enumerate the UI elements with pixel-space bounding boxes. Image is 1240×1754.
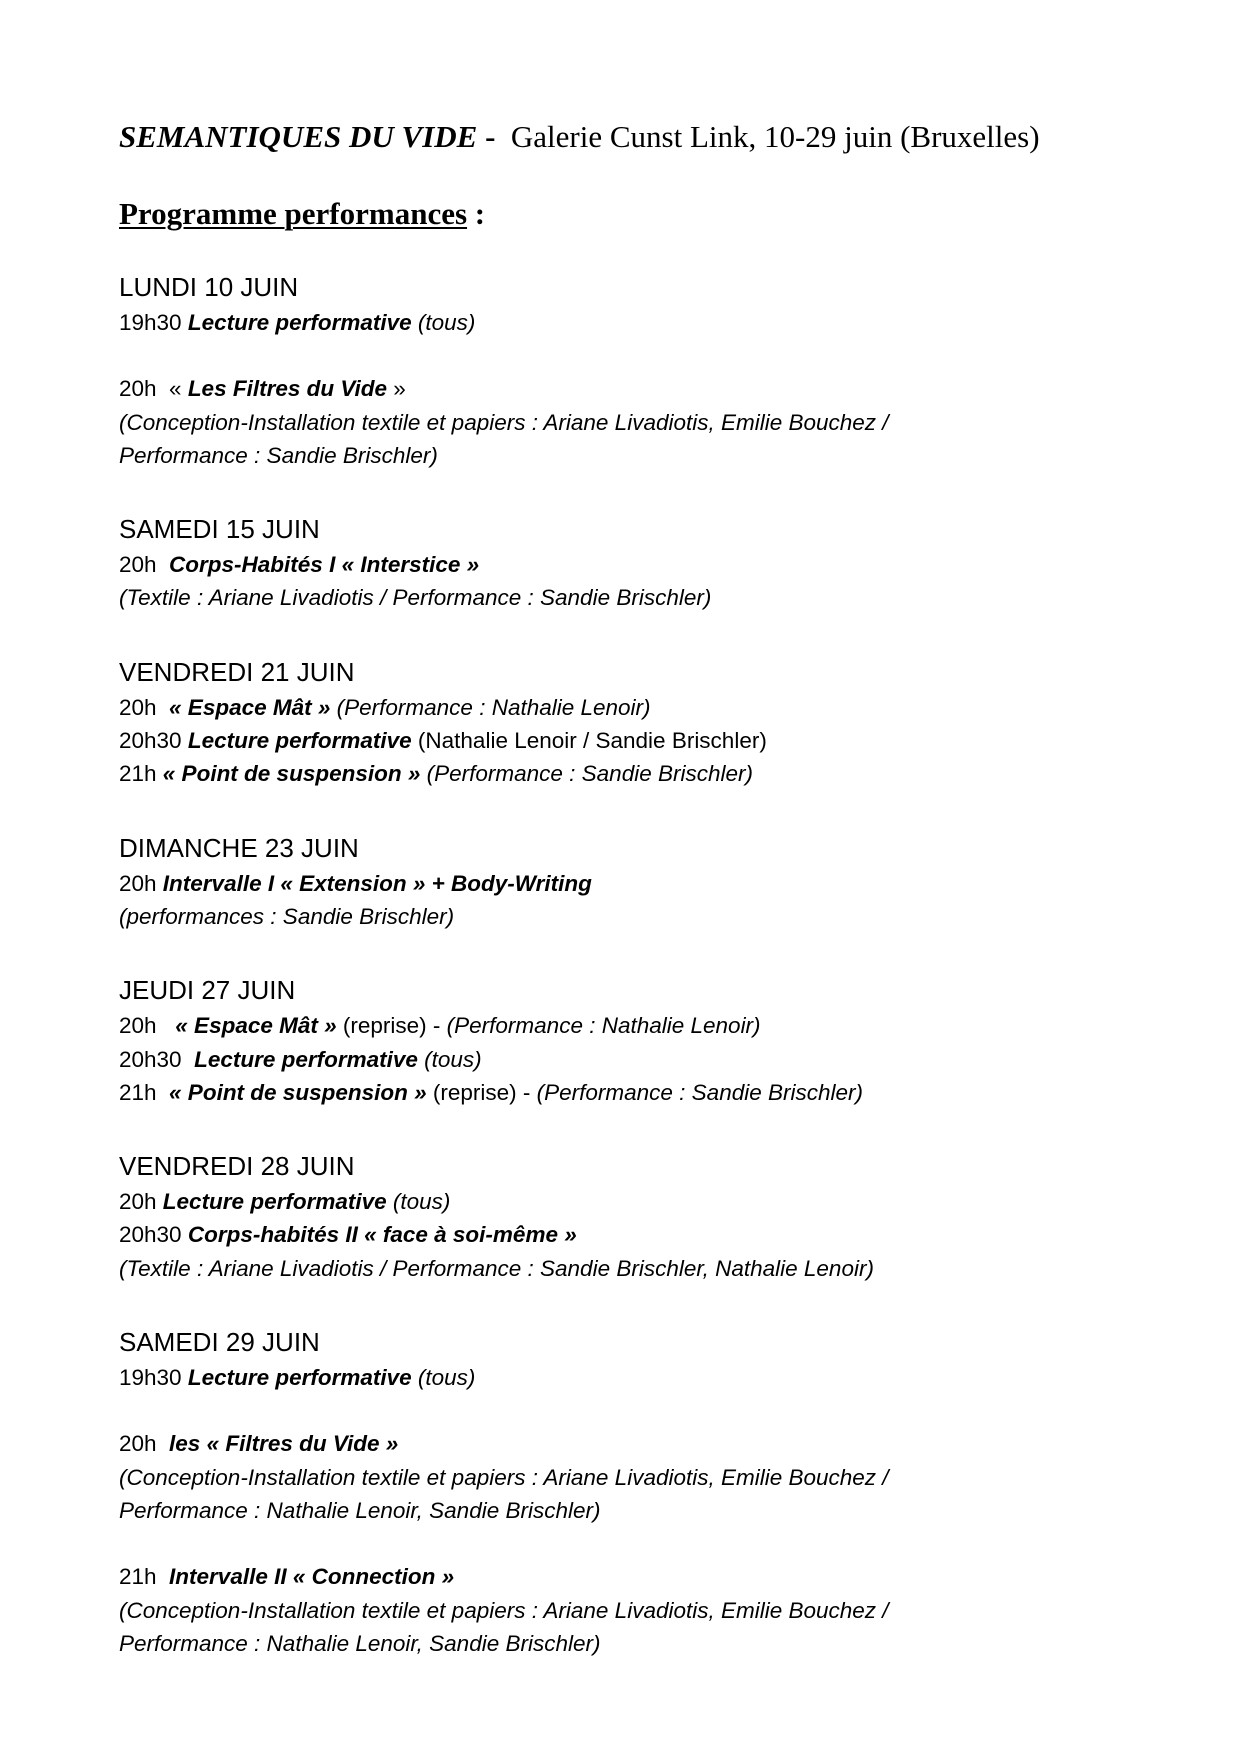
day-header: VENDREDI 21 JUIN <box>119 656 355 687</box>
event-time: 19h30 <box>119 310 188 335</box>
event-line <box>119 548 1159 581</box>
event-time: 20h <box>119 1189 163 1215</box>
event-entry <box>119 867 1159 934</box>
day-section <box>119 653 1159 791</box>
program-heading-text: Programme performances <box>119 196 468 231</box>
event-title: Corps-Habités I « Interstice » <box>169 552 480 578</box>
event-time: 20h30 <box>119 1046 195 1072</box>
event-entry <box>119 1185 1159 1285</box>
event-time: 20h « <box>119 376 188 402</box>
event-credits <box>119 581 1159 614</box>
event-time: 20h30 <box>119 728 188 754</box>
event-entry <box>119 1361 1159 1394</box>
event-title: Lecture performative <box>187 1365 412 1391</box>
event-entry <box>119 372 1159 472</box>
day-section <box>119 268 1159 472</box>
event-details: (tous) <box>417 1046 482 1072</box>
day-section <box>119 510 1159 615</box>
venue-and-dates: Galerie Cunst Link, 10-29 juin (Bruxelles) <box>503 119 1040 154</box>
event-details: (tous) <box>411 310 476 335</box>
event-title: Lecture performative <box>187 310 412 335</box>
exhibition-name: SEMANTIQUES DU VIDE <box>119 119 478 154</box>
event-entry <box>119 1427 1159 1527</box>
day-header: SAMEDI 15 JUIN <box>119 514 320 545</box>
day-section <box>119 1323 1159 1660</box>
event-line <box>119 757 1159 790</box>
title-separator: - <box>477 119 504 154</box>
event-credits <box>119 1594 1159 1627</box>
event-entry <box>119 1560 1159 1660</box>
event-title: Intervalle II « Connection » <box>169 1564 455 1590</box>
credits-text: (performances : Sandie Brischler) <box>119 903 455 929</box>
day-header: VENDREDI 28 JUIN <box>119 1151 355 1182</box>
event-details: (tous) <box>411 1365 476 1391</box>
event-credits <box>119 1461 1159 1494</box>
event-entry <box>119 1009 1159 1109</box>
credits-text: (Conception-Installation textile et papiers : Ariane Livadiotis, Emilie Bouchez / <box>119 409 889 435</box>
day-section <box>119 1147 1159 1285</box>
day-header: LUNDI 10 JUIN <box>119 272 299 302</box>
event-details: (Performance : Nathalie Lenoir) <box>330 694 651 720</box>
event-line <box>119 306 1159 339</box>
event-line <box>119 1076 1159 1109</box>
event-time: 20h <box>119 552 170 578</box>
event-details: (Nathalie Lenoir / Sandie Brischler) <box>411 728 767 754</box>
day-header: JEUDI 27 JUIN <box>119 975 296 1006</box>
day-section <box>119 971 1159 1109</box>
day-section <box>119 829 1159 934</box>
document-title <box>119 118 1040 155</box>
event-title: « Espace Mât » <box>175 1013 337 1039</box>
event-time: 20h30 <box>119 1222 188 1248</box>
event-details: (Performance : Nathalie Lenoir) <box>446 1013 761 1039</box>
event-line <box>119 1185 1159 1218</box>
program-heading-colon: : <box>467 196 486 231</box>
credits-text: (Conception-Installation textile et papiers : Ariane Livadiotis, Emilie Bouchez / <box>119 1464 889 1490</box>
event-line <box>119 1361 1159 1394</box>
event-title: Les Filtres du Vide <box>187 376 388 402</box>
event-title: Intervalle I « Extension » + Body-Writing <box>162 870 592 896</box>
event-line <box>119 372 1159 405</box>
day-header: SAMEDI 29 JUIN <box>119 1327 320 1358</box>
event-time: 21h <box>119 1079 170 1105</box>
event-line <box>119 1043 1159 1076</box>
event-line <box>119 1218 1159 1251</box>
event-details: (Performance : Sandie Brischler) <box>420 761 753 787</box>
credits-text: Performance : Sandie Brischler) <box>119 442 438 468</box>
event-credits <box>119 1252 1159 1285</box>
event-note: (reprise) - <box>426 1079 537 1105</box>
event-time: 20h <box>119 870 163 896</box>
event-time: 20h <box>119 1013 176 1039</box>
credits-text: (Conception-Installation textile et papiers : Ariane Livadiotis, Emilie Bouchez / <box>119 1597 889 1623</box>
event-time: 20h <box>119 694 170 720</box>
event-line <box>119 1009 1159 1042</box>
event-time: 21h <box>119 761 163 787</box>
event-note: (reprise) - <box>336 1013 447 1039</box>
event-credits <box>119 1627 1159 1660</box>
event-entry <box>119 548 1159 615</box>
event-credits <box>119 439 1159 472</box>
event-time: 21h <box>119 1564 170 1590</box>
credits-text: (Textile : Ariane Livadiotis / Performance : Sandie Brischler) <box>119 585 712 611</box>
event-title: Lecture performative <box>194 1046 418 1072</box>
event-details: (Performance : Sandie Brischler) <box>536 1079 863 1105</box>
event-time: 20h <box>119 1431 170 1457</box>
event-title: les « Filtres du Vide » <box>169 1431 399 1457</box>
event-title: « Point de suspension » <box>162 761 421 787</box>
event-line <box>119 1427 1159 1460</box>
event-title: Lecture performative <box>187 728 412 754</box>
event-time: 19h30 <box>119 1365 188 1391</box>
event-credits <box>119 1494 1159 1527</box>
event-entry <box>119 691 1159 791</box>
event-credits <box>119 406 1159 439</box>
event-details: » <box>387 376 406 402</box>
event-line <box>119 1560 1159 1593</box>
event-line <box>119 691 1159 724</box>
event-title: Corps-habités II « face à soi-même » <box>187 1222 577 1248</box>
event-title: « Point de suspension » <box>169 1079 427 1105</box>
event-line <box>119 867 1159 900</box>
event-details: (tous) <box>386 1189 451 1215</box>
event-title: « Espace Mât » <box>169 694 331 720</box>
program-heading <box>119 195 485 232</box>
credits-text: Performance : Nathalie Lenoir, Sandie Brischler) <box>119 1630 601 1656</box>
program-list <box>119 268 1159 1698</box>
day-header: DIMANCHE 23 JUIN <box>119 832 359 863</box>
event-title: Lecture performative <box>162 1189 387 1215</box>
credits-text: Performance : Nathalie Lenoir, Sandie Brischler) <box>119 1497 601 1523</box>
credits-text: (Textile : Ariane Livadiotis / Performance : Sandie Brischler, Nathalie Lenoir) <box>119 1255 874 1281</box>
event-line <box>119 724 1159 757</box>
event-credits <box>119 900 1159 933</box>
event-entry <box>119 306 1159 339</box>
